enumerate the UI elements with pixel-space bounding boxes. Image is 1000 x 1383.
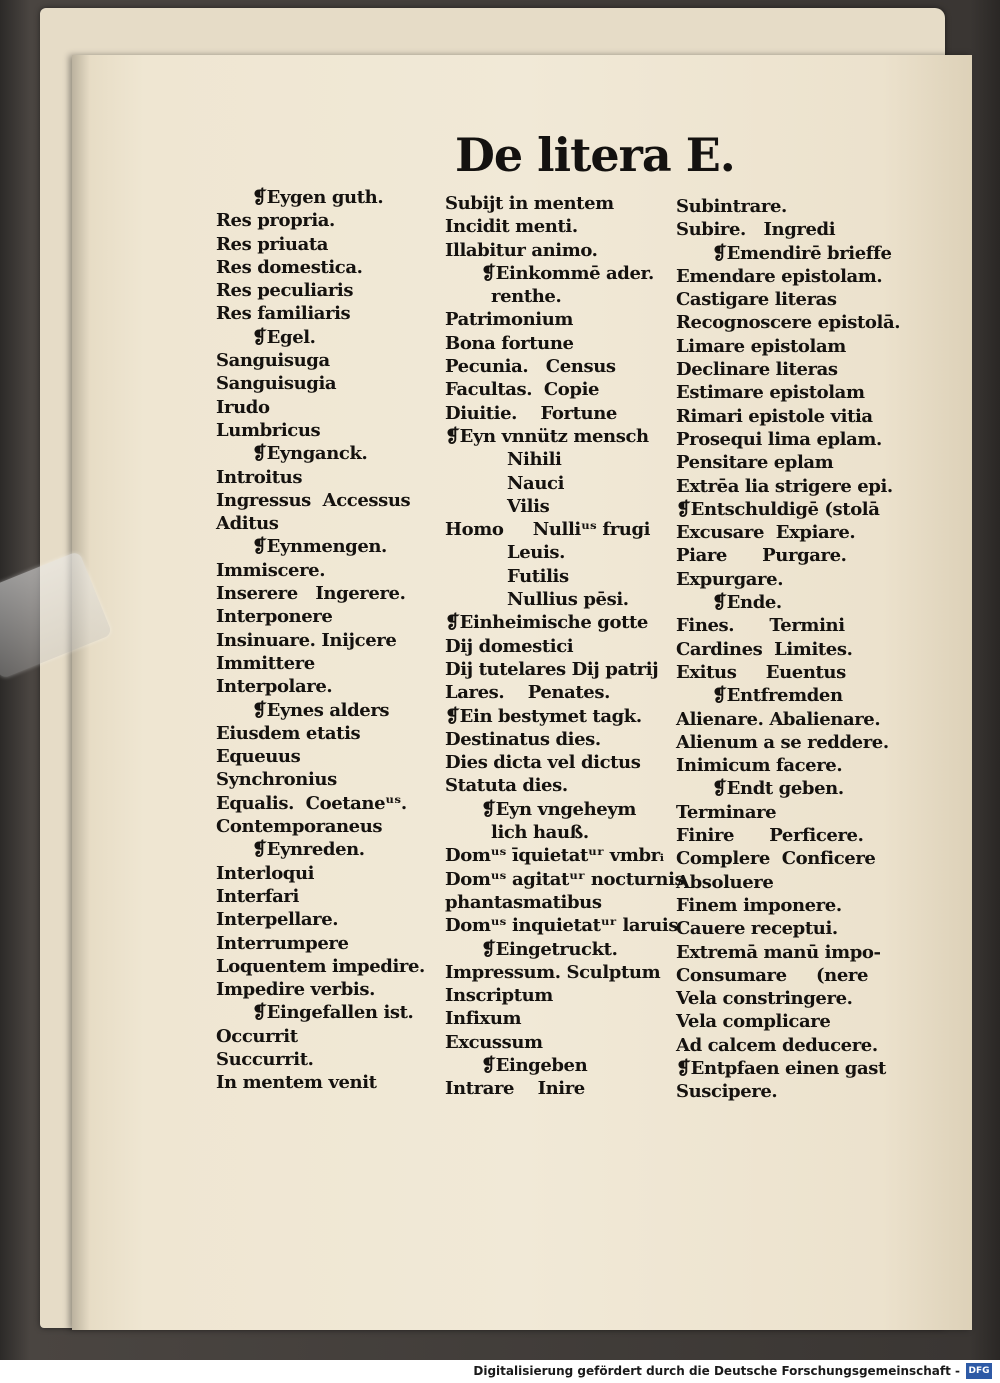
- entry-line: Subire. Ingredi: [676, 219, 836, 241]
- entry-line: Alienum a se reddere.: [676, 731, 889, 753]
- entry-line: Infixum: [445, 1008, 522, 1030]
- entry-line: Futilis: [507, 565, 569, 587]
- entry-line: Occurrit: [216, 1025, 298, 1047]
- column-1: [216, 186, 446, 1095]
- entry-line: In mentem venit: [216, 1072, 377, 1094]
- entry-line: ❡Einkommē ader.: [481, 262, 654, 284]
- entry-line: Inserere Ingerere.: [216, 583, 406, 605]
- entry-line: ❡Eyn vngeheym: [481, 798, 637, 820]
- entry-line: Terminare: [676, 801, 777, 823]
- entry-line: ❡Endt geben.: [712, 778, 844, 800]
- entry-line: Complere Conficere: [676, 848, 876, 870]
- entry-line: Rimari epistole vitia: [676, 405, 873, 427]
- entry-line: Res propria.: [216, 210, 335, 232]
- entry-line: Consumare (nere: [676, 964, 869, 986]
- entry-line: ❡Emendirē brieffe: [712, 242, 892, 264]
- entry-line: Cardines Limites.: [676, 638, 853, 660]
- entry-line: Vilis: [507, 495, 550, 517]
- entry-line: Lares. Penates.: [445, 682, 610, 704]
- entry-line: Homo Nulliᵘˢ frugi: [445, 519, 651, 541]
- entry-line: Expurgare.: [676, 568, 784, 590]
- entry-line: ❡Einheimische gotte: [445, 612, 648, 634]
- entry-line: Vela complicare: [676, 1011, 831, 1033]
- entry-line: ❡Ein bestymet tagk.: [445, 705, 642, 727]
- entry-line: lich hauß.: [491, 822, 589, 844]
- entry-line: Finem imponere.: [676, 894, 842, 916]
- entry-line: Nauci: [507, 472, 565, 494]
- entry-line: Inscriptum: [445, 985, 553, 1007]
- entry-line: Emendare epistolam.: [676, 265, 883, 287]
- entry-line: Incidit menti.: [445, 216, 578, 238]
- entry-line: Inimicum facere.: [676, 755, 843, 777]
- entry-line: Loquentem impedire.: [216, 955, 425, 977]
- entry-line: Extremā manū impo-: [676, 941, 881, 963]
- entry-line: Dij tutelares Dij patrij: [445, 658, 659, 680]
- entry-line: ❡Entpfaen einen gast: [676, 1057, 886, 1079]
- entry-line: Introitus: [216, 466, 303, 488]
- entry-line: Res priuata: [216, 233, 329, 255]
- entry-line: Vela constringere.: [676, 988, 853, 1010]
- entry-line: Interponere: [216, 606, 333, 628]
- gutter-shadow: [72, 55, 90, 1330]
- entry-line: Eiusdem etatis: [216, 722, 361, 744]
- entry-line: ❡Eynreden.: [252, 839, 365, 861]
- entry-line: Domᵘˢ inquietatᵘʳ laruis: [445, 915, 679, 937]
- entry-line: Irudo: [216, 396, 270, 418]
- entry-line: Castigare literas: [676, 289, 837, 311]
- footer-credit: Digitalisierung gefördert durch die Deutsche Forschungsgemeinschaft -: [473, 1364, 960, 1378]
- entry-line: Leuis.: [507, 542, 566, 564]
- entry-line: Extrēa lia strigere epi.: [676, 475, 893, 497]
- entry-line: Bona fortune: [445, 332, 574, 354]
- entry-line: ❡Eingeben: [481, 1054, 588, 1076]
- footer-bar: [0, 1360, 1000, 1383]
- entry-line: Suscipere.: [676, 1081, 778, 1103]
- entry-line: Fines. Termini: [676, 615, 845, 637]
- entry-line: Pensitare eplam: [676, 452, 834, 474]
- entry-line: Alienare. Abalienare.: [676, 708, 881, 730]
- entry-line: Pecunia. Census: [445, 356, 616, 378]
- entry-line: ❡Eynes alders: [252, 699, 390, 721]
- entry-line: Dies dicta vel dictus: [445, 752, 641, 774]
- entry-line: Nullius pēsi.: [507, 589, 629, 611]
- entry-line: Declinare literas: [676, 359, 838, 381]
- entry-line: Statuta dies.: [445, 775, 568, 797]
- entry-line: Facultas. Copie: [445, 379, 600, 401]
- entry-line: Excusare Expiare.: [676, 522, 856, 544]
- entry-line: Immiscere.: [216, 559, 326, 581]
- entry-line: Aditus: [216, 513, 279, 535]
- entry-line: Destinatus dies.: [445, 728, 601, 750]
- entry-line: Cauere receptui.: [676, 918, 838, 940]
- column-2: [445, 192, 685, 1101]
- entry-line: Lumbricus: [216, 419, 321, 441]
- entry-line: Res domestica.: [216, 256, 363, 278]
- entry-line: Sanguisugia: [216, 373, 337, 395]
- entry-line: Recognoscere epistolā.: [676, 312, 901, 334]
- entry-line: ❡Eynmengen.: [252, 536, 387, 558]
- entry-line: Intrare Inire: [445, 1078, 585, 1100]
- entry-line: Excussum: [445, 1031, 543, 1053]
- entry-line: Diuitie. Fortune: [445, 402, 617, 424]
- entry-line: ❡Entfremden: [712, 685, 843, 707]
- entry-line: Estimare epistolam: [676, 382, 865, 404]
- entry-line: Illabitur animo.: [445, 239, 598, 261]
- entry-line: Domᵘˢ īquietatᵘʳ vmbrᵢ: [445, 845, 664, 867]
- entry-line: Ad calcem deducere.: [676, 1034, 878, 1056]
- entry-line: ❡Entschuldigē (stolā: [676, 498, 880, 520]
- entry-line: Immittere: [216, 652, 315, 674]
- column-3: [676, 195, 906, 1104]
- entry-line: Limare epistolam: [676, 335, 846, 357]
- entry-line: ❡Eygen guth.: [252, 187, 384, 208]
- entry-line: Piare Purgare.: [676, 545, 847, 567]
- entry-line: Sanguisuga: [216, 350, 330, 372]
- entry-line: Succurrit.: [216, 1048, 314, 1070]
- entry-line: renthe.: [491, 286, 562, 308]
- entry-line: Synchronius: [216, 769, 337, 791]
- entry-line: Nihili: [507, 449, 562, 471]
- entry-line: Prosequi lima eplam.: [676, 428, 882, 450]
- entry-line: Impressum. Sculptum: [445, 961, 661, 983]
- entry-line: ❡Egel.: [252, 326, 316, 348]
- entry-line: Patrimonium: [445, 309, 574, 331]
- page-heading: De litera E.: [455, 128, 735, 182]
- entry-line: Contemporaneus: [216, 816, 383, 838]
- entry-line: Equeuus: [216, 746, 301, 768]
- entry-line: ❡Eingetruckt.: [481, 938, 618, 960]
- entry-line: Interpellare.: [216, 909, 339, 931]
- entry-line: Absoluere: [676, 871, 774, 893]
- entry-line: Interfari: [216, 885, 299, 907]
- dfg-logo: DFG: [966, 1363, 992, 1379]
- entry-line: Interloqui: [216, 862, 315, 884]
- entry-line: phantasmatibus: [445, 891, 602, 913]
- entry-line: Insinuare. Inijcere: [216, 629, 397, 651]
- entry-line: Res familiaris: [216, 303, 351, 325]
- entry-line: Impedire verbis.: [216, 979, 375, 1001]
- entry-line: ❡Eyn vnnütz mensch: [445, 425, 649, 447]
- entry-line: ❡Eingefallen ist.: [252, 1002, 414, 1024]
- entry-line: Domᵘˢ agitatᵘʳ nocturnis: [445, 868, 685, 890]
- entry-line: ❡Eynganck.: [252, 443, 368, 465]
- entry-line: Interpolare.: [216, 676, 333, 698]
- entry-line: ❡Ende.: [712, 592, 782, 614]
- entry-line: Ingressus Accessus: [216, 489, 411, 511]
- entry-line: Interrumpere: [216, 932, 349, 954]
- entry-line: Equalis. Coetaneᵘˢ.: [216, 792, 407, 814]
- entry-line: Dij domestici: [445, 635, 574, 657]
- entry-line: Finire Perficere.: [676, 825, 864, 847]
- entry-line: Subintrare.: [676, 196, 787, 217]
- entry-line: Subijt in mentem: [445, 193, 614, 214]
- entry-line: Res peculiaris: [216, 280, 354, 302]
- entry-line: Exitus Euentus: [676, 661, 846, 683]
